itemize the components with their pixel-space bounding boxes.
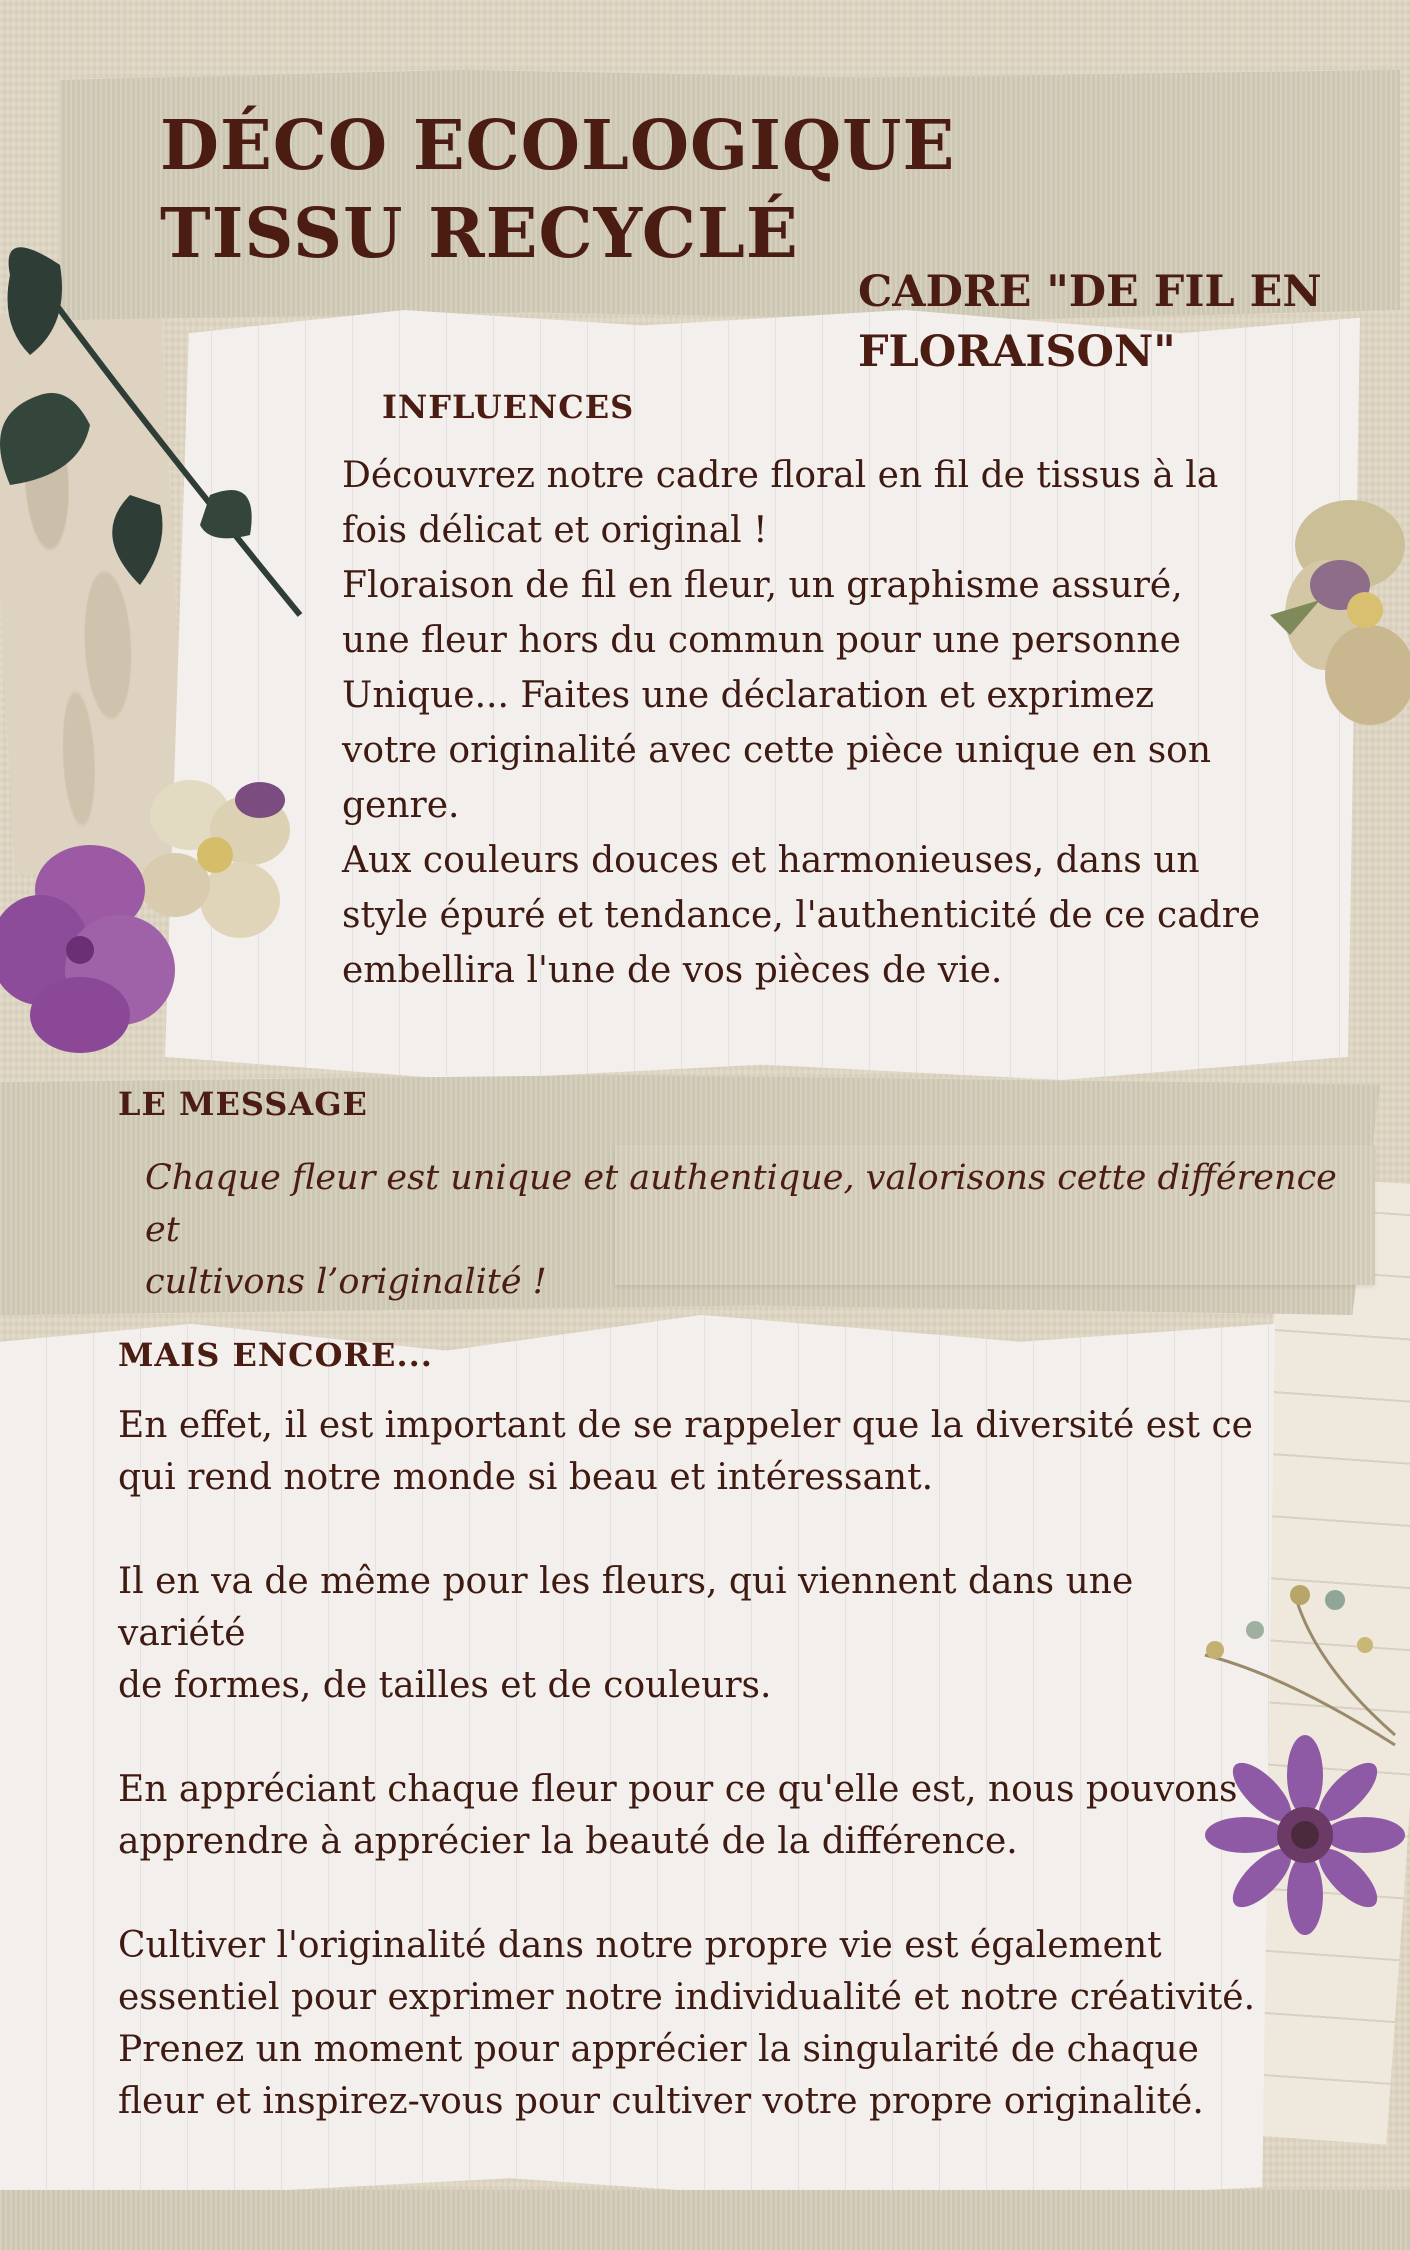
more-paragraph bbox=[118, 1920, 1258, 2128]
product-subtitle bbox=[858, 262, 1338, 382]
influences-line: votre originalité avec cette pièce unique en son bbox=[342, 730, 1212, 771]
influences-text bbox=[342, 448, 1302, 998]
more-paragraph bbox=[118, 1764, 1258, 1868]
rose-leaf-icon bbox=[0, 235, 320, 635]
more-paragraph bbox=[118, 1400, 1258, 1504]
message-line-2: cultivons l’originalité ! bbox=[145, 1262, 547, 1302]
influences-line: Floraison de fil en fleur, un graphisme assuré, bbox=[342, 565, 1183, 606]
more-text bbox=[118, 1400, 1258, 2128]
influences-line: embellira l'une de vos pièces de vie. bbox=[342, 950, 1003, 991]
message-quote bbox=[145, 1152, 1345, 1308]
influences-line: Découvrez notre cadre floral en fil de tissus à la bbox=[342, 455, 1219, 496]
influences-line: genre. bbox=[342, 785, 460, 826]
title-line-1: DÉCO ECOLOGIQUE bbox=[160, 106, 956, 186]
influences-line: fois délicat et original ! bbox=[342, 510, 768, 551]
more-line: Il en va de même pour les fleurs, qui viennent dans une variété bbox=[118, 1561, 1134, 1654]
message-line-1: Chaque fleur est unique et authentique, valorisons cette différence et bbox=[145, 1158, 1337, 1250]
more-line: de formes, de tailles et de couleurs. bbox=[118, 1665, 772, 1706]
more-line: En appréciant chaque fleur pour ce qu'elle est, nous pouvons bbox=[118, 1769, 1238, 1810]
more-line: En effet, il est important de se rappeler que la diversité est ce bbox=[118, 1405, 1253, 1446]
subtitle-line-2: FLORAISON" bbox=[858, 327, 1176, 377]
more-line: Cultiver l'originalité dans notre propre vie est également bbox=[118, 1925, 1162, 1966]
more-line: essentiel pour exprimer notre individualité et notre créativité. bbox=[118, 1977, 1256, 2018]
more-paragraph bbox=[118, 1556, 1258, 1712]
more-heading: MAIS ENCORE... bbox=[118, 1336, 433, 1374]
influences-line: Unique... Faites une déclaration et exprimez bbox=[342, 675, 1155, 716]
influences-line: une fleur hors du commun pour une personne bbox=[342, 620, 1181, 661]
page-title bbox=[160, 102, 955, 278]
message-heading: LE MESSAGE bbox=[118, 1085, 368, 1123]
title-line-2: TISSU RECYCLÉ bbox=[160, 194, 799, 274]
more-line: fleur et inspirez-vous pour cultiver votre propre originalité. bbox=[118, 2081, 1204, 2122]
more-line: qui rend notre monde si beau et intéressant. bbox=[118, 1457, 934, 1498]
bottom-tape bbox=[0, 2190, 1410, 2250]
violet-flower-icon bbox=[0, 840, 175, 1055]
more-line: Prenez un moment pour apprécier la singularité de chaque bbox=[118, 2029, 1199, 2070]
more-line: apprendre à apprécier la beauté de la différence. bbox=[118, 1821, 1018, 1862]
subtitle-line-1: CADRE "DE FIL EN bbox=[858, 267, 1322, 317]
influences-heading: INFLUENCES bbox=[382, 388, 635, 426]
influences-line: style épuré et tendance, l'authenticité de ce cadre bbox=[342, 895, 1261, 936]
influences-line: Aux couleurs douces et harmonieuses, dans un bbox=[342, 840, 1200, 881]
